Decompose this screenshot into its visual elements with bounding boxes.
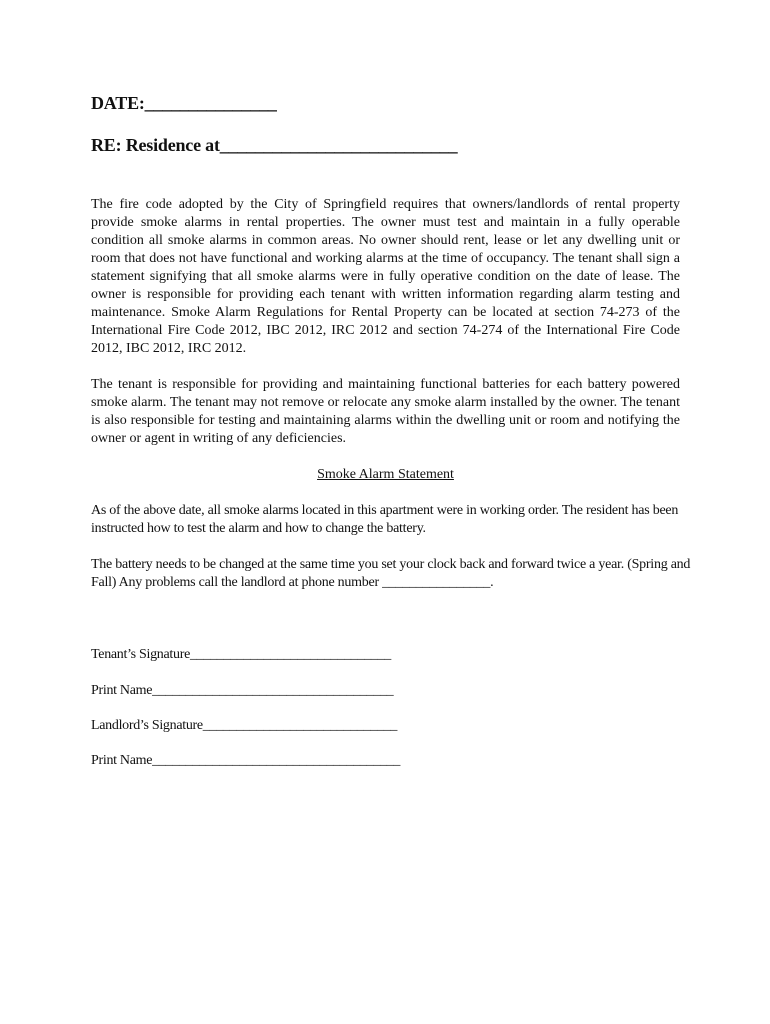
- landlord-print-name-line: Print Name_____________________________________: [91, 753, 401, 768]
- fire-code-paragraph: The fire code adopted by the City of Springfield requires that owners/landlords of rental property provide smoke alarms in rental properties. The owner must test and maintain in a fully operable condition all smoke alarms in common areas. No owner should rent, lease or let any dwelling unit or room that does not have functional and working alarms at the time of occupancy. The tenant shall sign a statement signifying that all smoke alarms were in fully operative condition on the date of lease. The owner is responsible for providing each tenant with written information regarding alarm testing and maintenance. Smoke Alarm Regulations for Rental Property can be located at section 74-273 of the International Fire Code 2012, IBC 2012, IRC 2012 and section 74-274 of the International Fire Code 2012, IBC 2012, IRC 2012.: [91, 197, 680, 356]
- landlord-signature-line: Landlord’s Signature_____________________________: [91, 718, 398, 733]
- tenant-signature-line: Tenant’s Signature______________________________: [91, 647, 391, 662]
- residence-line: RE: Residence at___________________________: [91, 135, 458, 155]
- statement-title: [91, 466, 680, 484]
- tenant-responsibility-paragraph: The tenant is responsible for providing and maintaining functional batteries for each battery powered smoke alarm. The tenant may not remove or relocate any smoke alarm installed by the owner. The tenant is also responsible for testing and maintaining alarms within the dwelling unit or room and notifying the owner or agent in writing of any deficiencies.: [91, 377, 680, 446]
- statement-title-text: Smoke Alarm Statement: [317, 467, 454, 482]
- date-line: DATE:_______________: [91, 93, 277, 113]
- working-order-paragraph: As of the above date, all smoke alarms located in this apartment were in working order. The resident has been instructed how to test the alarm and how to change the battery.: [91, 503, 679, 536]
- battery-paragraph: The battery needs to be changed at the same time you set your clock back and forward twice a year. (Spring and Fall) Any problems call the landlord at phone number ________________.: [91, 557, 691, 590]
- tenant-print-name-line: Print Name____________________________________: [91, 683, 394, 698]
